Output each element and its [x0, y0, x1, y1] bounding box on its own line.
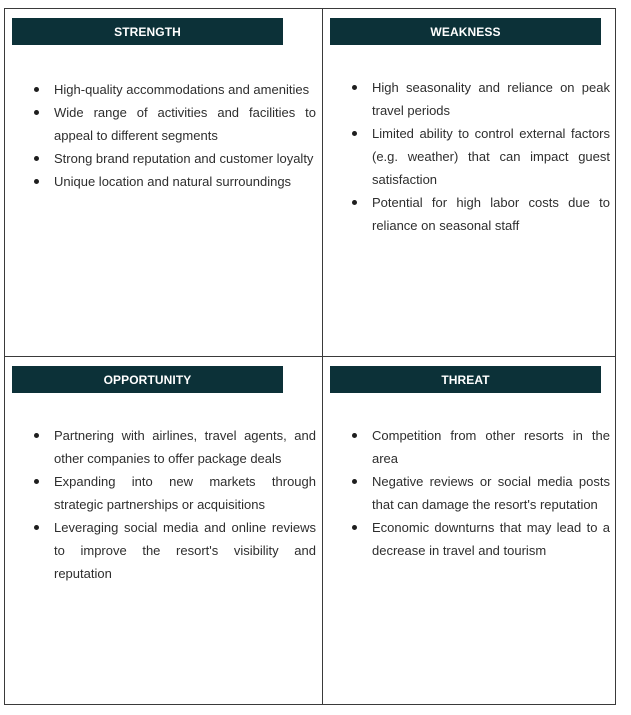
threat-list [330, 424, 610, 562]
list-item: Expanding into new markets through strategic partnerships or acquisitions [12, 470, 316, 516]
list-item: Strong brand reputation and customer loyalty [12, 147, 316, 170]
list-item: Competition from other resorts in the area [330, 424, 610, 470]
strength-header: STRENGTH [12, 18, 283, 45]
list-item: Negative reviews or social media posts that can damage the resort's reputation [330, 470, 610, 516]
list-item: Unique location and natural surroundings [12, 170, 316, 193]
row-divider [4, 356, 616, 357]
threat-header: THREAT [330, 366, 601, 393]
weakness-list [330, 76, 610, 237]
list-item: Limited ability to control external factors (e.g. weather) that can impact guest satisfaction [330, 122, 610, 191]
list-item: Leveraging social media and online reviews to improve the resort's visibility and reputation [12, 516, 316, 585]
strength-list [12, 78, 316, 193]
list-item: High seasonality and reliance on peak travel periods [330, 76, 610, 122]
list-item: Wide range of activities and facilities to appeal to different segments [12, 101, 316, 147]
list-item: Partnering with airlines, travel agents, and other companies to offer package deals [12, 424, 316, 470]
opportunity-list [12, 424, 316, 585]
list-item: Economic downturns that may lead to a decrease in travel and tourism [330, 516, 610, 562]
list-item: High-quality accommodations and amenities [12, 78, 316, 101]
opportunity-header: OPPORTUNITY [12, 366, 283, 393]
list-item: Potential for high labor costs due to reliance on seasonal staff [330, 191, 610, 237]
weakness-header: WEAKNESS [330, 18, 601, 45]
